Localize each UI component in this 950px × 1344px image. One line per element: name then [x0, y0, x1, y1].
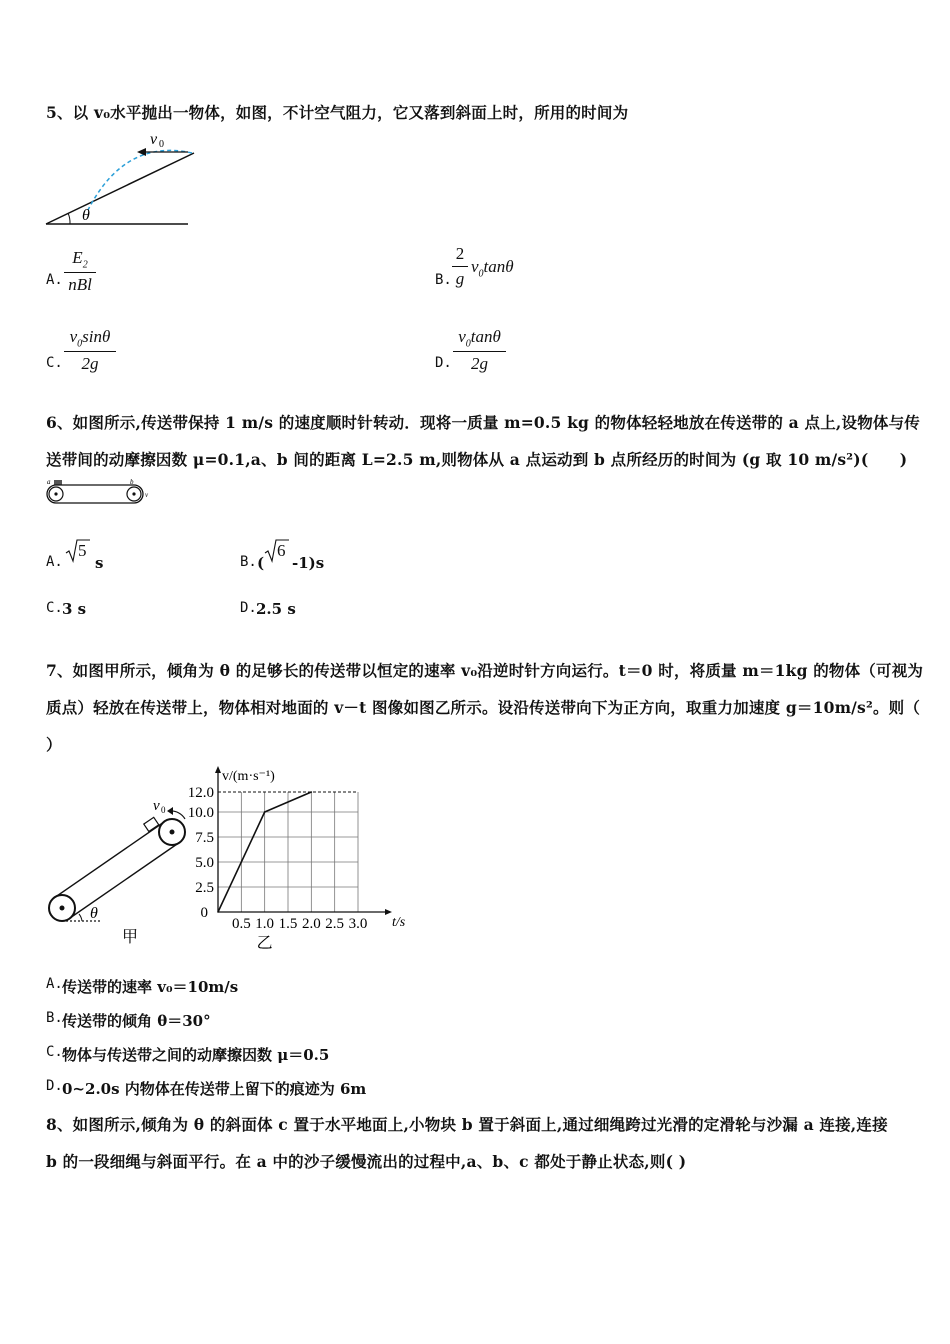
q5-a-den: nBl	[68, 275, 92, 295]
q7-option-a-label[interactable]: A.	[46, 976, 63, 992]
q5-option-c-fraction[interactable]: $v_0\sin\theta$ 2g	[64, 327, 116, 374]
q5-stem: 5、以 v₀水平抛出一物体，如图，不计空气阻力，它又落到斜面上时，所用的时间为	[46, 103, 629, 122]
q6-point-b: b	[130, 478, 134, 486]
q5-option-b-tail: $v_0\tan\theta$	[471, 257, 514, 280]
q7-v0-label: v	[153, 798, 160, 814]
q6-stem-line2: 送带间的动摩擦因数 μ=0.1,a、b 间的距离 L=2.5 m,则物体从 a 点运动到 b 点所经历的时间为 (g 取 10 m/s²)( )	[46, 450, 908, 469]
y-axis-label: v/(m·s⁻¹)	[222, 769, 275, 784]
q5-option-d-fraction[interactable]: $v_0\tan\theta$ 2g	[453, 327, 506, 374]
q5-option-a-label[interactable]: A.	[46, 272, 63, 288]
q7-stem-line1: 7、如图甲所示，倾角为 θ 的足够长的传送带以恒定的速率 v₀沿逆时针方向运行。t＝0 时，将质量 m＝1kg 的物体（可视为	[46, 661, 924, 680]
origin-label: 0	[200, 905, 208, 921]
y-tick-label: 7.5	[195, 830, 214, 846]
q6-option-b-label[interactable]: B.	[240, 554, 257, 570]
x-axis-label: t/s	[392, 915, 406, 930]
y-axis-arrow-icon	[215, 766, 221, 773]
q8-stem-line1: 8、如图所示,倾角为 θ 的斜面体 c 置于水平地面上,小物块 b 置于斜面上,通过细绳跨过光滑的定滑轮与沙漏 a 连接,连接	[46, 1115, 888, 1134]
q6-point-a: a	[47, 478, 51, 486]
q5-option-b-label[interactable]: B.	[435, 272, 452, 288]
q5-option-b-fraction[interactable]	[452, 244, 468, 289]
q7-v0-sub: 0	[161, 805, 166, 815]
q6-velocity-label: v	[145, 491, 149, 499]
q5-c-den: 2g	[81, 354, 99, 374]
q6-a-unit: s	[95, 554, 104, 572]
q5-theta-label: θ	[82, 207, 90, 224]
q5-option-a-fraction[interactable]	[64, 248, 96, 295]
q7-option-c-text[interactable]: 物体与传送带之间的动摩擦因数 μ＝0.5	[62, 1046, 330, 1064]
y-tick-label: 2.5	[195, 880, 214, 896]
y-tick-label: 10.0	[187, 805, 214, 821]
q5-d-den: 2g	[471, 354, 488, 374]
q5-a-num: E	[72, 248, 83, 267]
q7-stem-line3: ）	[46, 735, 62, 754]
q7-option-b-label[interactable]: B.	[46, 1010, 63, 1026]
q5-v0-sub: 0	[159, 139, 164, 150]
y-tick-label: 5.0	[195, 855, 214, 871]
q7-option-a-text[interactable]: 传送带的速率 v₀＝10m/s	[62, 978, 239, 996]
q5-option-d-label[interactable]: D.	[435, 355, 452, 371]
q6-a-root: 5	[78, 541, 87, 560]
q6-conveyor-figure	[44, 477, 156, 507]
q6-b-root: 6	[277, 541, 286, 560]
x-tick-label: 3.0	[348, 916, 368, 932]
q7-stem-line2: 质点）轻放在传送带上，物体相对地面的 v－t 图像如图乙所示。设沿传送带向下为正方向，取重力加速度 g＝10m/s²。则（	[46, 698, 921, 717]
q5-b-num: 2	[455, 244, 465, 263]
x-tick-label: 2.5	[325, 916, 345, 932]
series-point	[264, 811, 266, 813]
q7-incline-conveyor-figure	[42, 790, 202, 950]
q7-option-b-text[interactable]: 传送带的倾角 θ＝30°	[62, 1012, 211, 1030]
q6-option-d-text[interactable]: 2.5 s	[256, 600, 296, 618]
q6-option-a-label[interactable]: A.	[46, 554, 63, 570]
q6-stem-line1: 6、如图所示,传送带保持 1 m/s 的速度顺时针转动．现将一质量 m=0.5 kg 的物体轻轻地放在传送带的 a 点上,设物体与传	[46, 413, 920, 432]
q7-figure-caption-left: 甲	[122, 929, 139, 946]
x-tick-label: 1.0	[255, 916, 275, 932]
q6-b-post: -1)s	[292, 554, 325, 572]
series-point	[311, 791, 313, 793]
series-point	[217, 911, 219, 913]
q5-v0-label: v	[150, 131, 158, 148]
x-tick-label: 2.0	[301, 916, 321, 932]
q7-option-c-label[interactable]: C.	[46, 1044, 63, 1060]
q6-b-pre: (	[257, 554, 265, 572]
q7-vt-chart	[186, 760, 416, 950]
q5-option-c-label[interactable]: C.	[46, 355, 63, 371]
q7-theta-label: θ	[90, 905, 98, 922]
q6-option-c-text[interactable]: 3 s	[62, 600, 87, 618]
y-tick-label: 12.0	[187, 785, 214, 801]
q5-incline-figure	[40, 128, 200, 233]
q7-option-d-text[interactable]: 0~2.0s 内物体在传送带上留下的痕迹为 6m	[62, 1080, 367, 1098]
q5-a-num-sub: 2	[82, 259, 88, 271]
x-tick-label: 0.5	[231, 916, 251, 932]
q5-b-den: g	[455, 269, 465, 288]
q6-option-c-label[interactable]: C.	[46, 600, 63, 616]
q7-option-d-label[interactable]: D.	[46, 1078, 63, 1094]
chart-caption: 乙	[256, 935, 273, 950]
x-tick-label: 1.5	[278, 916, 298, 932]
q8-stem-line2: b 的一段细绳与斜面平行。在 a 中的沙子缓慢流出的过程中,a、b、c 都处于静止状态,则( )	[46, 1152, 687, 1171]
x-axis-arrow-icon	[385, 909, 392, 915]
q6-option-d-label[interactable]: D.	[240, 600, 257, 616]
